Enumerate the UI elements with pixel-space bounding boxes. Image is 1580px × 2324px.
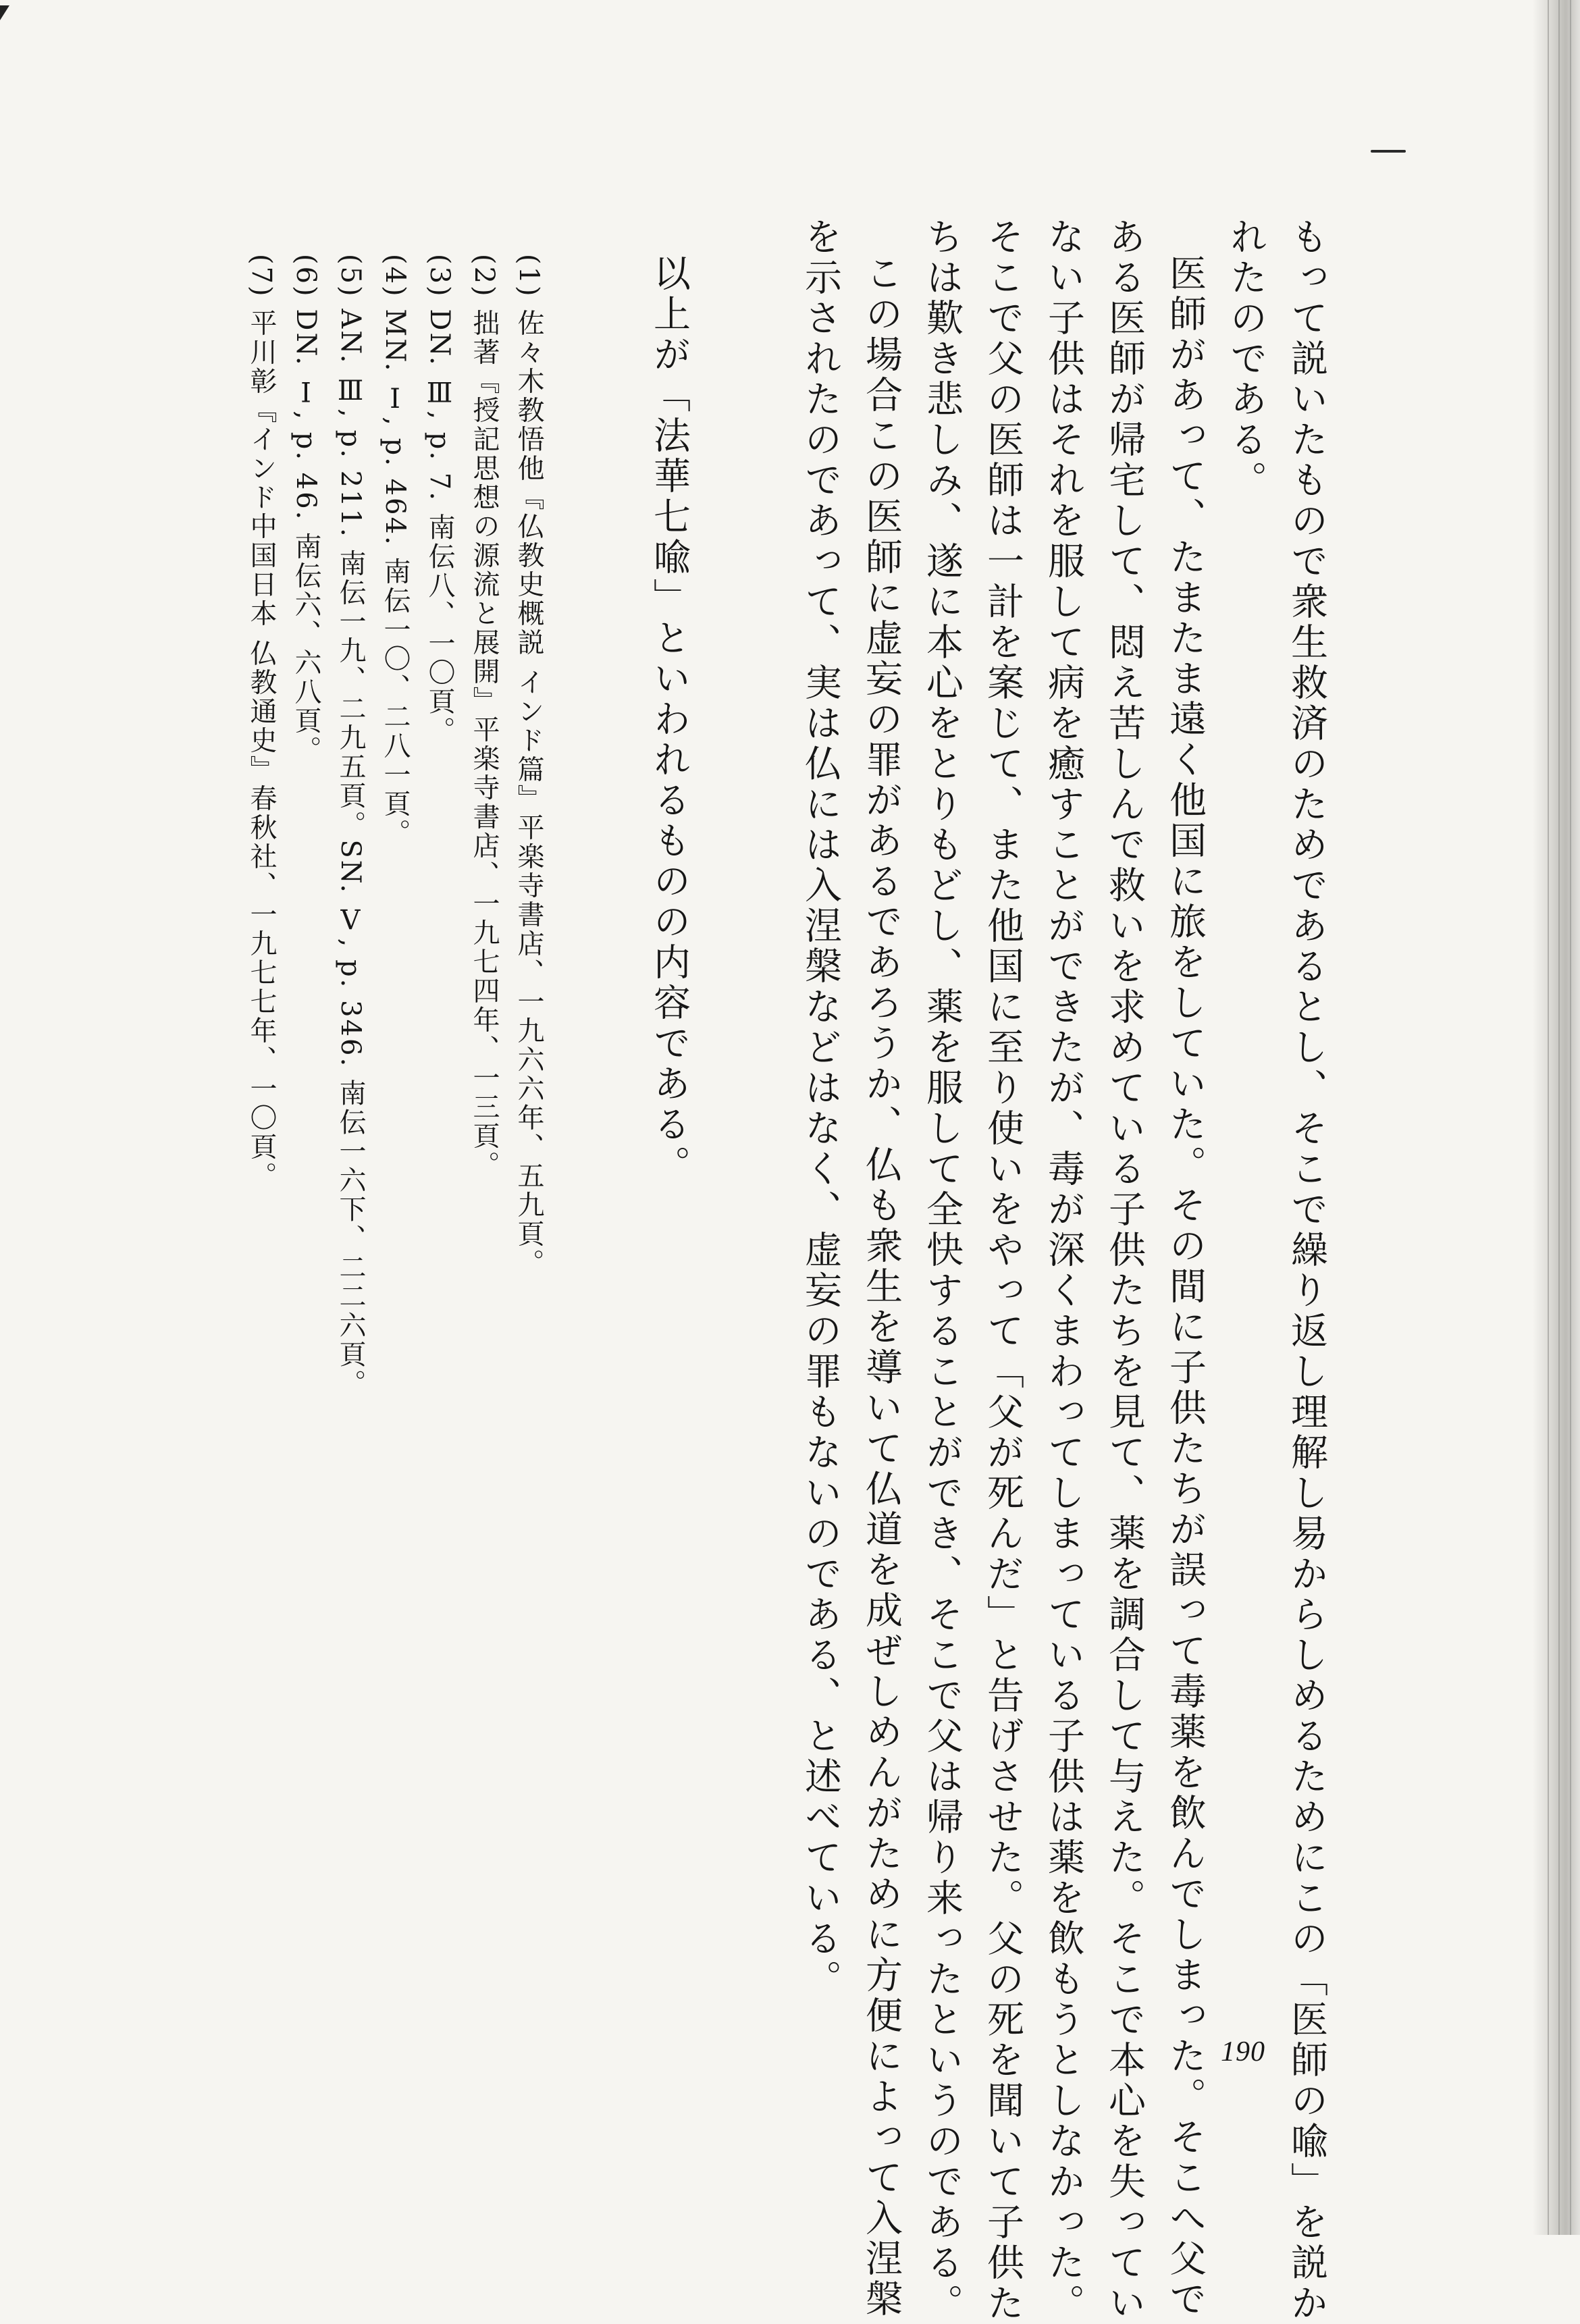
spine-line — [1558, 0, 1560, 2235]
text-column: を示されたのであって、実は仏には入涅槃などはなく、虚妄の罪もないのである、と述べている。 — [799, 217, 842, 2000]
text-column: 医師があって、たまたま遠く他国に旅をしていた。その間に子供たちが誤って毒薬を飲んでしまった。そこへ父で — [1163, 254, 1207, 2320]
spine-line — [1570, 0, 1571, 2235]
footnote: (7) 平川彰『インド中国日本 仏教通史』春秋社、一九七七年、一〇頁。 — [246, 254, 277, 1191]
scan-corner-mark — [0, 5, 9, 20]
footnote: (6) DN. Ⅰ, p. 46. 南伝六、六八頁。 — [290, 254, 321, 765]
footnote: (3) DN. Ⅲ, p. 7. 南伝八、一〇頁。 — [424, 254, 455, 745]
text-column: れたのである。 — [1224, 217, 1267, 501]
text-column: もって説いたもので衆生救済のためであるとし、そこで繰り返し理解し易からしめるためにこの「医師の喩」を説か — [1285, 217, 1328, 2324]
footnote: (4) MN. Ⅰ, p. 464. 南伝一〇、二八一頁。 — [379, 254, 411, 848]
text-column: そこで父の医師は一計を案じて、また他国に至り使いをやって「父が死んだ」と告げさせた。父の死を聞いて子供た — [981, 217, 1024, 2324]
margin-dash-mark — [1371, 150, 1406, 153]
text-column: ちは歎き悲しみ、遂に本心をとりもどし、薬を服して全快することができ、そこで父は帰り来ったというのである。 — [920, 217, 964, 2324]
footnote: (2) 拙著『授記思想の源流と展開』平楽寺書店、一九七四年、一三頁。 — [469, 254, 500, 1180]
footnote: (5) AN. Ⅲ, p. 211. 南伝一九、二九五頁。SN. Ⅴ, p. 346. 南伝一六下、二二六頁。 — [335, 254, 366, 1398]
page-number: 190 — [1221, 2036, 1265, 2067]
summary-column: 以上が「法華七喩」といわれるものの内容である。 — [648, 254, 691, 1186]
text-column: ある医師が帰宅して、悶え苦しんで救いを求めている子供たちを見て、薬を調合して与えた。そこで本心を失ってい — [1103, 217, 1146, 2324]
footnote: (1) 佐々木教悟他『仏教史概説 インド篇』平楽寺書店、一九六六年、五九頁。 — [513, 254, 544, 1278]
text-column: この場合この医師に虚妄の罪があるであろうか、仏も衆生を導いて仏道を成ぜしめんがために方便によって入涅槃 — [860, 254, 903, 2320]
spine-line — [1548, 0, 1549, 2235]
book-spine-shadow — [1533, 0, 1580, 2235]
text-column: ない子供はそれを服して病を癒すことができたが、毒が深くまわってしまっている子供は薬を飲もうとしなかった。 — [1042, 217, 1085, 2324]
